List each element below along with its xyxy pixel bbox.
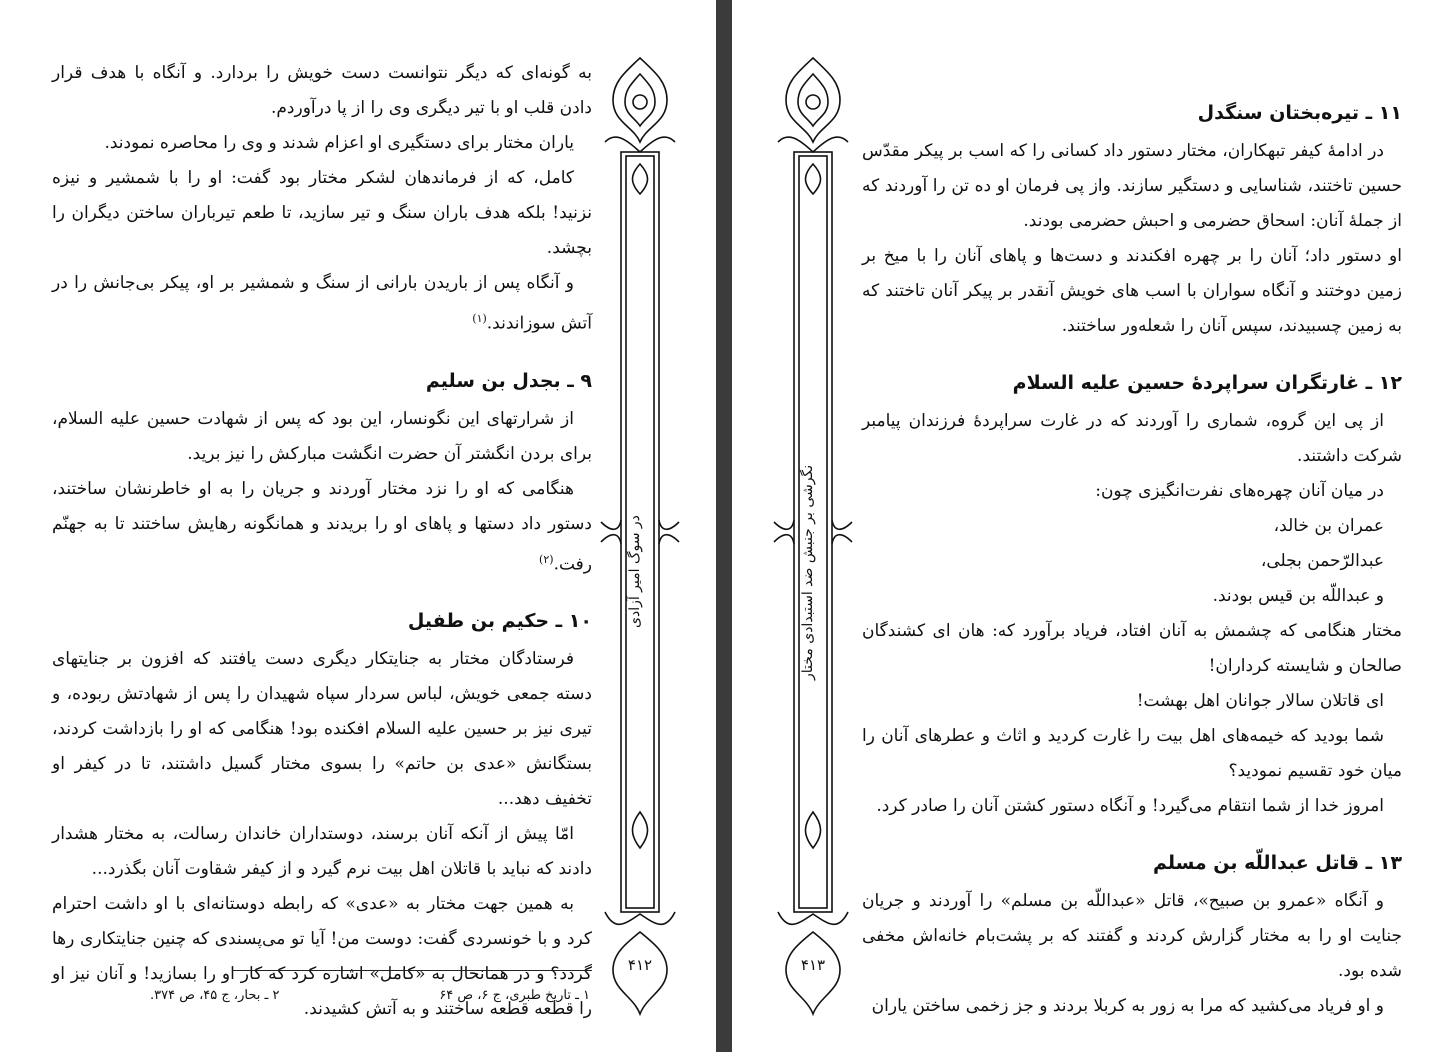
paragraph [862,884,1402,989]
left-page [0,0,716,1052]
paragraph [52,887,592,1027]
paragraph [862,614,1402,684]
paragraph [862,239,1402,344]
paragraph-text: عمران بن خالد، [1273,516,1384,536]
paragraph-text: و عبداللّه بن قیس بودند. [1212,586,1384,606]
paragraph [52,472,592,583]
right-page [732,0,1453,1052]
paragraph [52,642,592,817]
paragraph [52,266,592,342]
paragraph-text: در میان آنان چهره‌های نفرت‌انگیزی چون: [1095,481,1384,501]
paragraph [862,474,1402,509]
paragraph [52,126,592,161]
paragraph-text: به همین جهت مختار به «عدی» که رابطه دوستانه‌ای با او داشت احترام کرد و با خونسردی گفت: دوست من! آیا تو می‌پسندی که چنین جنایتکاری رها گردد؟ و در همانحال به «کامل» اشاره کرد که کار او را بسازید! و آنان نیز او را قطعه قطعه ساختند و به آتش کشیدند. [52,894,592,1020]
heading-text: ۱۲ ـ غارتگران سراپردهٔ حسین علیه السلام [1012,372,1402,394]
paragraph-text: از پی این گروه، شماری را آوردند که در غارت سراپردهٔ فرزندان پیامبر شرکت داشتند. [862,411,1402,466]
page-number: ۴۱۳ [800,956,826,974]
section-heading [862,96,1402,130]
paragraph-text: امّا پیش از آنکه آنان برسند، دوستداران خاندان رسالت، به مختار هشدار دادند که نباید با قاتلان اهل بیت نرم گیرد و از کیفر شقاوت آنان بگذرد... [52,824,592,880]
book-gutter [716,0,732,1052]
heading-text: ۱۰ ـ حکیم بن طفیل [407,610,592,633]
paragraph-text: در ادامهٔ کیفر تبهکاران، مختار دستور داد کسانی را که اسب بر پیکر مقدّس حسین تاختند، شناسایی و دستگیر سازند. واز پی فرمان او ده تن را آوردند که از جملهٔ آنان: اسحاق حضرمی و احبش حضرمی بودند. [862,141,1402,231]
paragraph-text: امروز خدا از شما انتقام می‌گیرد! و آنگاه دستور کشتن آنان را صادر کرد. [876,796,1384,816]
ornamental-border-left [595,52,685,1020]
paragraph-text: فرستادگان مختار به جنایتکار دیگری دست یافتند که افزون بر جنایتهای دسته جمعی خویش، لباس سردار سپاه شهیدان را پس از شهادتش ربوده، و تیری نیز بر حسین علیه السلام افکنده بود! هنگامی که او را بازداشت کردند، بستگانش «عدی بن حاتم» را بسوی مختار گسیل داشتند، تا در کیفر او تخفیف دهد... [52,649,592,810]
paragraph-text: به گونه‌ای که دیگر نتوانست دست خویش را بردارد. و آنگاه با هدف قرار دادن قلب او با تیر دیگری وی را از پا درآوردم. [52,63,592,118]
paragraph-text: یاران مختار برای دستگیری او اعزام شدند و وی را محاصره نمودند. [104,133,574,153]
ornamental-border-right [768,52,858,1020]
footnote-1: ۱ ـ تاریخ طبری، ج ۶، ص ۶۴ [439,988,590,1003]
footnote-marker: (۲) [539,552,554,566]
paragraph [862,684,1402,719]
right-page-text [862,96,1402,1024]
paragraph-text: شما بودید که خیمه‌های اهل بیت را غارت کردید و اثاث و عطرهای آنان را میان خود تقسیم نمودید؟ [862,726,1402,781]
heading-text: ۱۳ ـ قاتل عبداللّه بن مسلم [1152,852,1402,874]
paragraph [52,817,592,887]
paragraph [52,56,592,126]
paragraph [862,404,1402,474]
footnotes [150,988,590,1003]
paragraph [862,509,1402,544]
paragraph [862,719,1402,789]
paragraph-text: مختار هنگامی که چشمش به آنان افتاد، فریاد برآورد که: هان ای کشندگان صالحان و شایسته کرداران! [862,621,1402,676]
paragraph-text: او دستور داد؛ آنان را بر چهره افکندند و دست‌ها و پاهای آنان را با میخ بر زمین دوختند و آنگاه سواران با اسب های خویش آنقدر بر پیکر آنان تاختند که به زمین چسبیدند، سپس آنان را شعله‌ور ساختند. [862,246,1402,336]
paragraph-text: از شرارتهای این نگونسار، این بود که پس از شهادت حسین علیه السلام، برای بردن انگشتر آن حضرت انگشت مبارکش را نیز برید. [52,408,592,464]
section-heading [862,846,1402,880]
paragraph-text: هنگامی که او را نزد مختار آوردند و جریان را به او خاطرنشان ساختند، دستور داد دستها و پاهای او را بریدند و همانگونه رهایش ساختند تا به جهنّم رفت. [52,478,592,575]
paragraph-text: عبدالرّحمن بجلی، [1260,551,1384,571]
footnote-rule [232,970,592,971]
paragraph [862,989,1402,1024]
running-title: در سوگ امیر آزادی [627,515,643,629]
paragraph-text: ای قاتلان سالار جوانان اهل بهشت! [1136,691,1384,711]
footnote-marker: (۱) [472,312,487,325]
heading-text: ۹ ـ بجدل بن سلیم [425,369,592,392]
heading-text: ۱۱ ـ تیره‌بختان سنگدل [1197,102,1402,124]
paragraph [52,161,592,266]
section-heading [52,604,592,638]
section-heading [52,364,592,398]
paragraph-text: و آنگاه پس از باریدن بارانی از سنگ و شمشیر بر او، پیکر بی‌جانش را در آتش سوزاندند. [52,273,592,334]
paragraph-text: کامل، که از فرماندهان لشکر مختار بود گفت: او را با شمشیر و نیزه نزنید! بلکه هدف باران سنگ و تیر سازید، تا طعم تیرباران ساختن دیگران را بچشد. [52,168,592,258]
page-number: ۴۱۲ [627,956,653,974]
section-heading [862,366,1402,400]
running-title: نگرشی بر جنبش ضد استبدادی مختار [800,464,816,680]
paragraph-text: و آنگاه «عمرو بن صبیح»، قاتل «عبداللّه بن مسلم» را آوردند و جریان جنایت او را به مختار گزارش کردند و گفتند که بر پشت‌بام خانه‌اش مخفی شده بود. [862,891,1402,981]
paragraph [862,789,1402,824]
paragraph [862,134,1402,239]
paragraph [862,579,1402,614]
paragraph [52,402,592,472]
left-page-text [52,56,592,1027]
footnote-2: ۲ ـ بحار، ج ۴۵، ص ۳۷۴. [150,988,280,1003]
paragraph [862,544,1402,579]
paragraph-text: و او فریاد می‌کشید که مرا به زور به کربلا بردند و جز زخمی ساختن یاران [871,996,1384,1016]
